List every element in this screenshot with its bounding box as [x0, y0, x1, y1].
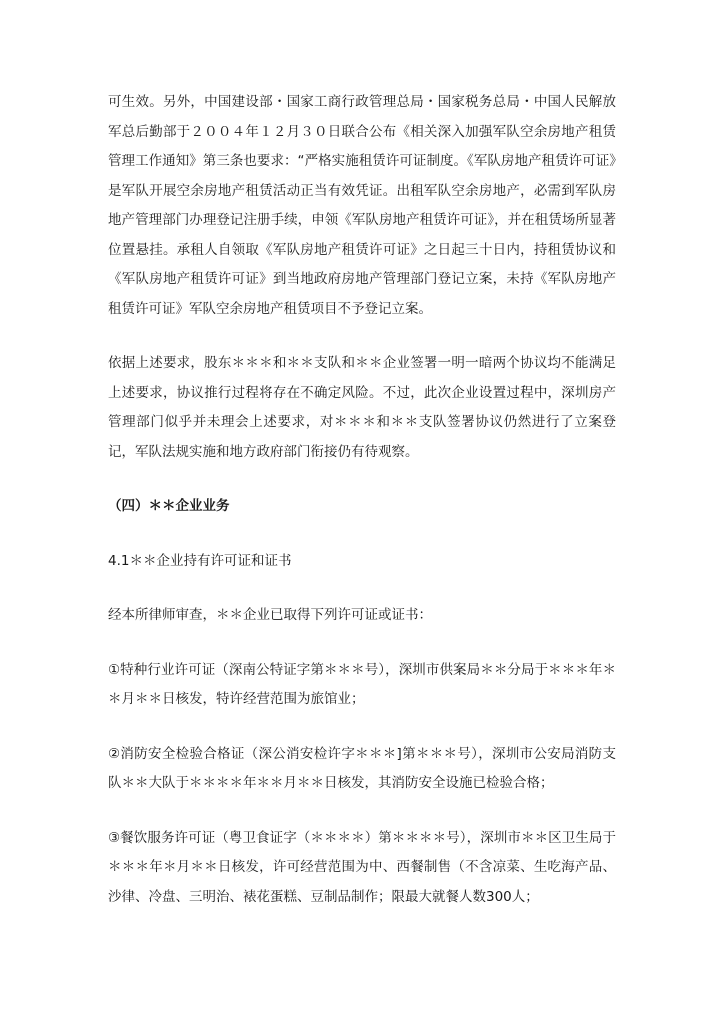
- paragraph-military-lease-policy: 可生效。另外，中国建设部・国家工商行政管理总局・国家税务总局・中国人民解放军总后勤部于２００４年１２月３０日联合公布《相关深入加强军队空余房地产租赁管理工作通知》第三条也要求：“严格实施租赁许可证制度。《军队房地产租赁许可证》是军队开展空余房地产租赁活动正当有效凭证。出租军队空余房地产，必需到军队房地产管理部门办理登记注册手续，申领《军队房地产租赁许可证》，并在租赁场所显著位置悬挂。承租人自领取《军队房地产租赁许可证》之日起三十日内，持租赁协议和《军队房地产租赁许可证》到当地政府房地产管理部门登记立案，未持《军队房地产租赁许可证》军队空余房地产租赁项目不予登记立案。: [108, 94, 616, 317]
- license-item-special-industry: ①特种行业许可证（深南公特证字第＊＊＊号），深圳市供案局＊＊分局于＊＊＊年＊＊月＊＊日核发，特许经营范围为旅馆业；: [108, 661, 616, 707]
- paragraph-agreement-risk: 依据上述要求，股东＊＊＊和＊＊支队和＊＊企业签署一明一暗两个协议均不能满足上述要求，协议推行过程将存在不确定风险。不过，此次企业设置过程中，深圳房产管理部门似乎并未理会上述要求，对＊＊＊和＊＊支队签署协议仍然进行了立案登记，军队法规实施和地方政府部门衔接仍有待观察。: [108, 355, 616, 460]
- license-item-fire-safety: ②消防安全检验合格证（深公消安检许字＊＊＊]第＊＊＊号），深圳市公安局消防支队＊＊大队于＊＊＊＊年＊＊月＊＊日核发，其消防安全设施已检验合格；: [108, 745, 616, 791]
- document-body: [108, 88, 616, 937]
- licenses-intro: 经本所律师审查，＊＊企业已取得下列许可证或证书：: [108, 607, 432, 623]
- subsection-heading: 4.1＊＊企业持有许可证和证书: [108, 552, 292, 569]
- section-heading: （四）＊＊企业业务: [108, 498, 230, 514]
- license-item-catering: ③餐饮服务许可证（粤卫食证字（＊＊＊＊）第＊＊＊＊号），深圳市＊＊区卫生局于＊＊＊年＊月＊＊日核发，许可经营范围为中、西餐制售（不含凉菜、生吃海产品、沙律、冷盘、三明治、裱花蛋糕、豆制品制作；限最大就餐人数300人；: [108, 829, 616, 905]
